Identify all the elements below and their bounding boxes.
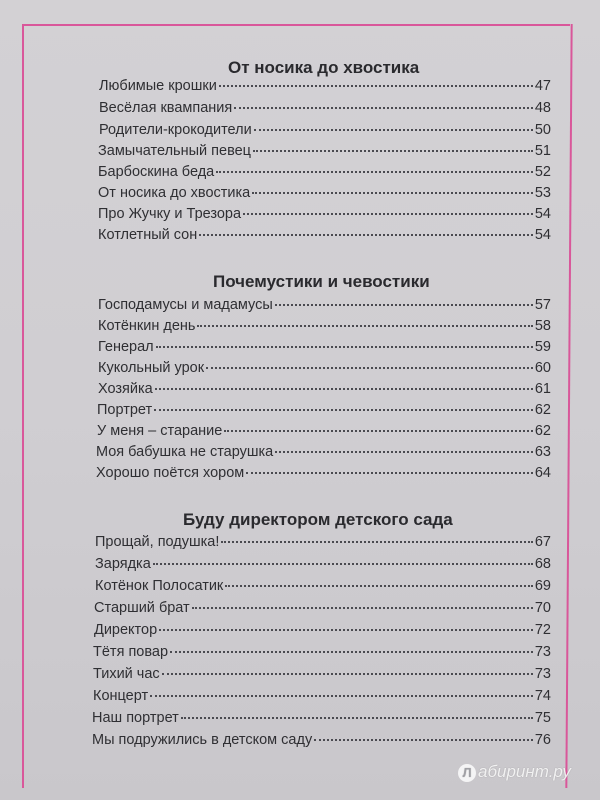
toc-item-page: 63 (534, 444, 551, 460)
toc-row[interactable] (95, 534, 551, 554)
toc-item-title: Портрет (97, 402, 153, 418)
toc-leader-dots (252, 192, 533, 194)
toc-item-page: 61 (534, 381, 551, 397)
toc-row[interactable] (93, 666, 551, 686)
toc-row[interactable] (92, 710, 551, 730)
toc-leader-dots (170, 651, 533, 653)
toc-row[interactable] (92, 732, 551, 752)
toc-row[interactable] (93, 688, 551, 708)
toc-item-page: 70 (534, 600, 551, 616)
toc-item-page: 74 (534, 688, 551, 704)
section-title-1: От носика до хвостика (228, 58, 420, 77)
toc-row[interactable] (98, 227, 551, 247)
toc-row[interactable] (98, 297, 551, 317)
toc-item-page: 75 (534, 710, 551, 726)
toc-item-title: От носика до хвостика (98, 185, 251, 201)
section-title-2: Почемустики и чевостики (213, 272, 430, 291)
toc-item-page: 64 (534, 465, 551, 481)
toc-leader-dots (275, 304, 533, 306)
toc-row[interactable] (97, 423, 551, 443)
toc-item-page: 73 (534, 644, 551, 660)
toc-leader-dots (253, 150, 533, 152)
toc-item-title: У меня – старание (97, 423, 223, 439)
toc-item-title: Старший брат (94, 600, 190, 616)
toc-row[interactable] (96, 444, 551, 464)
toc-leader-dots (246, 472, 533, 474)
toc-item-page: 54 (534, 206, 551, 222)
toc-item-page: 54 (534, 227, 551, 243)
toc-item-title: Хозяйка (98, 381, 153, 397)
toc-row[interactable] (98, 360, 551, 380)
toc-row[interactable] (96, 465, 551, 485)
toc-leader-dots (154, 409, 533, 411)
toc-item-title: Мы подружились в детском саду (92, 732, 313, 748)
toc-item-title: Моя бабушка не старушка (96, 444, 274, 460)
toc-row[interactable] (94, 600, 551, 620)
toc-item-title: Котёнкин день (98, 318, 196, 334)
toc-leader-dots (243, 213, 533, 215)
toc-item-title: Тётя повар (93, 644, 169, 660)
toc-item-page: 47 (534, 78, 551, 94)
toc-item-title: Концерт (93, 688, 149, 704)
toc-item-title: Котёнок Полосатик (95, 578, 224, 594)
watermark-text: абиринт.ру (478, 762, 571, 781)
toc-item-title: Котлетный сон (98, 227, 198, 243)
toc-row[interactable] (95, 556, 551, 576)
toc-item-page: 67 (534, 534, 551, 550)
toc-item-page: 53 (534, 185, 551, 201)
toc-leader-dots (150, 695, 533, 697)
toc-item-page: 72 (534, 622, 551, 638)
toc-leader-dots (216, 171, 533, 173)
toc-row[interactable] (99, 100, 551, 120)
toc-row[interactable] (98, 381, 551, 401)
toc-item-page: 50 (534, 122, 551, 138)
toc-item-page: 48 (534, 100, 551, 116)
toc-row[interactable] (98, 339, 551, 359)
toc-leader-dots (155, 388, 533, 390)
toc-leader-dots (162, 673, 533, 675)
toc-row[interactable] (98, 206, 551, 226)
toc-item-title: Господамусы и мадамусы (98, 297, 273, 313)
toc-item-title: Барбоскина беда (98, 164, 215, 180)
toc-row[interactable] (98, 164, 551, 184)
toc-leader-dots (221, 541, 532, 543)
toc-item-title: Замычательный певец (98, 143, 251, 159)
toc-item-page: 76 (534, 732, 551, 748)
labirint-watermark (458, 762, 571, 782)
toc-item-page: 58 (534, 318, 551, 334)
toc-item-title: Кукольный урок (98, 360, 205, 376)
section-title-3: Буду директором детского сада (183, 510, 453, 529)
toc-item-title: Директор (94, 622, 158, 638)
toc-item-title: Про Жучку и Трезора (98, 206, 242, 222)
toc-item-page: 59 (534, 339, 551, 355)
toc-item-title: Наш портрет (92, 710, 179, 726)
toc-leader-dots (224, 430, 533, 432)
toc-item-page: 57 (534, 297, 551, 313)
toc-leader-dots (206, 367, 533, 369)
toc-item-page: 69 (534, 578, 551, 594)
toc-item-page: 62 (534, 402, 551, 418)
toc-row[interactable] (98, 318, 551, 338)
toc-item-page: 62 (534, 423, 551, 439)
toc-item-page: 51 (534, 143, 551, 159)
toc-leader-dots (153, 563, 533, 565)
toc-leader-dots (225, 585, 533, 587)
toc-item-title: Родители-крокодители (99, 122, 252, 138)
toc-item-title: Прощай, подушка! (95, 534, 220, 550)
toc-row[interactable] (94, 622, 551, 642)
toc-item-page: 52 (534, 164, 551, 180)
toc-row[interactable] (93, 644, 551, 664)
toc-row[interactable] (98, 185, 551, 205)
toc-leader-dots (156, 346, 533, 348)
toc-row[interactable] (99, 122, 551, 142)
toc-row[interactable] (98, 143, 551, 163)
toc-leader-dots (192, 607, 533, 609)
toc-leader-dots (254, 129, 533, 131)
toc-leader-dots (197, 325, 532, 327)
toc-item-page: 68 (534, 556, 551, 572)
toc-leader-dots (275, 451, 533, 453)
toc-leader-dots (181, 717, 533, 719)
toc-leader-dots (159, 629, 533, 631)
toc-leader-dots (199, 234, 533, 236)
toc-item-title: Хорошо поётся хором (96, 465, 245, 481)
toc-item-title: Генерал (98, 339, 154, 355)
toc-item-title: Тихий час (93, 666, 160, 682)
toc-row[interactable] (97, 402, 551, 422)
toc-item-page: 60 (534, 360, 551, 376)
toc-leader-dots (314, 739, 533, 741)
toc-row[interactable] (99, 78, 551, 98)
toc-item-title: Зарядка (95, 556, 151, 572)
toc-item-title: Весёлая квампания (99, 100, 233, 116)
toc-item-title: Любимые крошки (99, 78, 217, 94)
toc-leader-dots (219, 85, 533, 87)
labirint-logo-icon: Л (458, 764, 476, 782)
toc-item-page: 73 (534, 666, 551, 682)
toc-row[interactable] (95, 578, 551, 598)
toc-leader-dots (234, 107, 533, 109)
